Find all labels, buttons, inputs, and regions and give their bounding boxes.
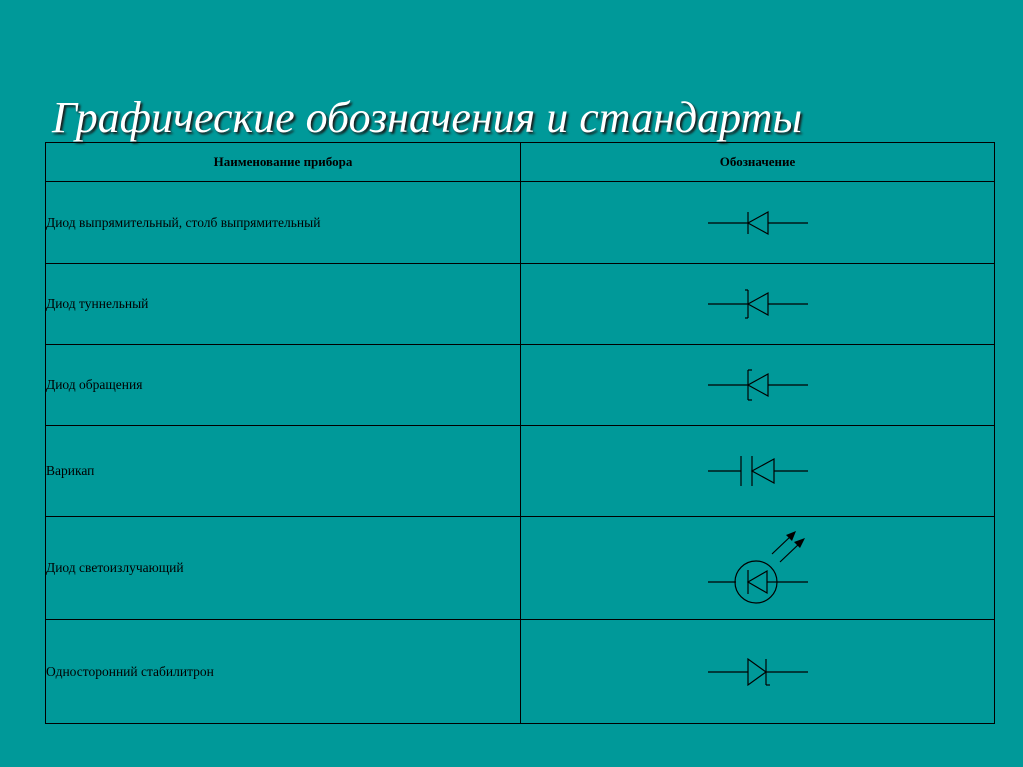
device-name-cell: Диод выпрямительный, столб выпрямительный	[46, 182, 521, 264]
table-row	[46, 517, 995, 620]
table-row	[46, 620, 995, 724]
device-name-cell: Диод обращения	[46, 345, 521, 426]
backward-diode-icon	[708, 368, 808, 402]
table-row	[46, 182, 995, 264]
symbol-cell	[521, 620, 995, 724]
led-icon	[708, 530, 808, 606]
rectifier-diode-icon	[708, 208, 808, 238]
table-header-row	[46, 143, 995, 182]
varicap-icon	[708, 454, 808, 488]
symbol-cell	[521, 182, 995, 264]
symbol-cell	[521, 264, 995, 345]
tunnel-diode-icon	[708, 289, 808, 319]
device-name-cell: Односторонний стабилитрон	[46, 620, 521, 724]
symbols-table	[45, 142, 995, 724]
zener-diode-icon	[708, 656, 808, 688]
table-row	[46, 426, 995, 517]
symbol-cell	[521, 517, 995, 620]
column-header-symbol: Обозначение	[521, 143, 995, 182]
device-name-cell: Диод туннельный	[46, 264, 521, 345]
table-row	[46, 345, 995, 426]
symbol-cell	[521, 345, 995, 426]
device-name-cell: Варикап	[46, 426, 521, 517]
symbol-cell	[521, 426, 995, 517]
column-header-device-name: Наименование прибора	[46, 143, 521, 182]
slide-title: Графические обозначения и стандарты	[52, 93, 803, 142]
device-name-cell: Диод светоизлучающий	[46, 517, 521, 620]
table-row	[46, 264, 995, 345]
